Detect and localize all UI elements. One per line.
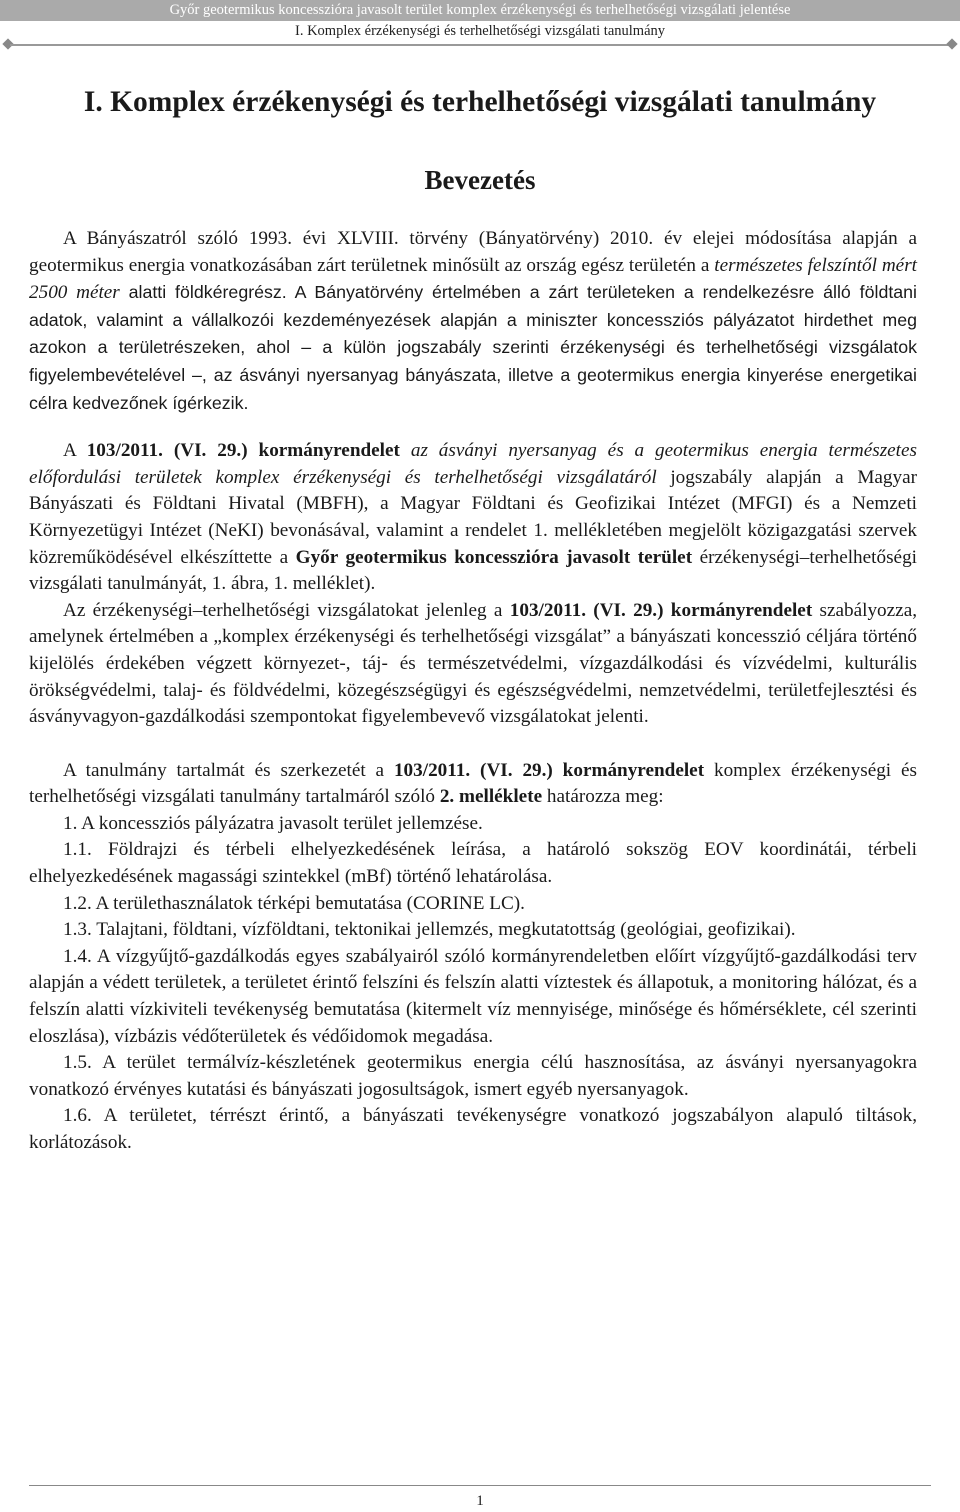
- running-header-subtitle: I. Komplex érzékenységi és terhelhetőségi vizsgálati tanulmány: [294, 23, 666, 39]
- p4-text-c: komplex érzékenységi és terhelhetőségi vizsgálati tanulmány tartalmáról szóló: [29, 759, 917, 808]
- p3-bold-decree: 103/2011. (VI. 29.) kormányrendelet: [509, 599, 813, 621]
- paragraph-intro: [29, 226, 917, 417]
- list-item: 1. A koncessziós pályázatra javasolt terület jellemzése.: [63, 812, 483, 834]
- page-number: 1: [476, 1493, 484, 1509]
- p3-text-c: szabályozza, amelynek értelmében a „komplex érzékenységi és terhelhetőségi vizsgálat” a bányászati koncesszió céljára történő kijelölés érdekében végzett környezet-, táj- és természetvédelmi, vízgazdálkodási és vízvédelmi, kulturális örökségvédelmi, talaj- és földvédelmi, közegészségügyi és egészségvédelmi, nemzetvédelmi, területfejlesztési és ásványvagyon-gazdálkodási szempontokat figyelembevevő vizsgálatokat jelenti.: [29, 599, 918, 728]
- paragraph-decree: [29, 438, 917, 598]
- list-item: 1.4. A vízgyűjtő-gazdálkodás egyes szabályairól szóló kormányrendeletben előírt vízgyűjtő-gazdálkodási terv alapján a védett területek, a területet érintő felszíni és felszín alatti víztestek és állapotuk, a monitoring hálózat, és a felszín alatti vízkiviteli tevékenység bemutatása (kitermelt víz mennyisége, minősége és hőmérséklete, cél szerinti eloszlása), vízbázis védőterületek és védőidomok megadása.: [29, 945, 917, 1047]
- running-header-title: Győr geotermikus koncesszióra javasolt terület komplex érzékenységi és terhelhetőségi vizsgálati jelentése: [0, 0, 960, 21]
- p2-text-e: jogszabály alapján a Magyar Bányászati és Földtani Hivatal (MBFH), a Magyar Földtani és Geofizikai Intézet (MFGI) és a Nemzeti Környezetügyi Intézet (NeKI) bevonásával, valamint a rendelet 1. mellékletében megjelölt közigazgatási szervek közreműködésével elkészíttette a: [29, 466, 917, 568]
- paragraph-regulation: [29, 598, 917, 731]
- list-item: 1.1. Földrajzi és térbeli elhelyezkedésének leírása, a határoló sokszög EOV koordinátái, térbeli elhelyezkedésének magassági szintekkel (mBf) történő lehatárolása.: [29, 839, 917, 888]
- paragraph-structure: [29, 758, 917, 811]
- list-item: 1.5. A terület termálvíz-készletének geotermikus energia célú hasznosítása, az ásványi nyersanyagokra vonatkozó érvényes kutatási és bányászati jogosultságok, ismert egyéb nyersanyagok.: [29, 1052, 917, 1100]
- p1-text-c: alatti földkéregrész.: [119, 282, 287, 303]
- document-title: I. Komplex érzékenységi és terhelhetőségi vizsgálati tanulmány: [83, 86, 877, 118]
- list-item: 1.3. Talajtani, földtani, vízföldtani, tektonikai jellemzés, megkutatottság (geológiai, geofizikai).: [63, 919, 796, 941]
- section-heading: Bevezetés: [424, 165, 536, 195]
- p1-text-d: A Bányatörvény értelmében a zárt területeken a rendelkezésre álló földtani adatok, valamint a vállalkozói kezdeményezések alapján a miniszter koncessziós pályázatot hirdethet meg azokon a területrészeken, ahol – a külön jogszabály szerinti érzékenységi és terhelhetőségi vizsgálatok figyelembevételével –, az ásványi nyersanyag bányászata, illetve a geotermikus energia kinyerése energetikai célra kedvezőnek ígérkezik.: [29, 282, 918, 413]
- p2-italic-decree-title: az ásványi nyersanyag és a geotermikus energia természetes előfordulási területek komplex érzékenységi és terhelhetőségi vizsgálatáról: [29, 440, 917, 488]
- p2-bold-decree: 103/2011. (VI. 29.) kormányrendelet: [86, 440, 400, 462]
- p4-text-e: határozza meg:: [542, 786, 664, 808]
- p4-bold-annex: 2. melléklete: [439, 786, 543, 808]
- header-rule: [10, 44, 950, 46]
- list-item: 1.6. A területet, térrészt érintő, a bányászati tevékenységre vonatkozó jogszabályon alapuló tiltások, korlátozások.: [29, 1105, 917, 1153]
- p4-text-a: A tanulmány tartalmát és szerkezetét a: [63, 759, 394, 781]
- p1-text-a: A Bányászatról szóló 1993. évi XLVIII. törvény (Bányatörvény) 2010. év elejei módosítása alapján a geotermikus energia vonatkozásában zárt területnek minősült az ország egész területén a: [29, 228, 917, 276]
- list-item: 1.2. A területhasználatok térképi bemutatása (CORINE LC).: [63, 892, 525, 914]
- footer-rule: [29, 1485, 931, 1486]
- p3-text-a: Az érzékenységi–terhelhetőségi vizsgálatokat jelenleg a: [63, 599, 510, 621]
- p4-bold-decree: 103/2011. (VI. 29.) kormányrendelet: [393, 759, 705, 781]
- p2-text-c: [400, 440, 411, 461]
- body-text: [29, 226, 917, 1157]
- p1-italic-depth: természetes felszíntől mért 2500 méter: [29, 254, 917, 304]
- p2-text-g: érzékenységi–terhelhetőségi vizsgálati tanulmányát, 1. ábra, 1. melléklet).: [29, 546, 917, 595]
- p2-text-a: A: [63, 440, 87, 462]
- p2-bold-area: Győr geotermikus koncesszióra javasolt terület: [295, 546, 693, 568]
